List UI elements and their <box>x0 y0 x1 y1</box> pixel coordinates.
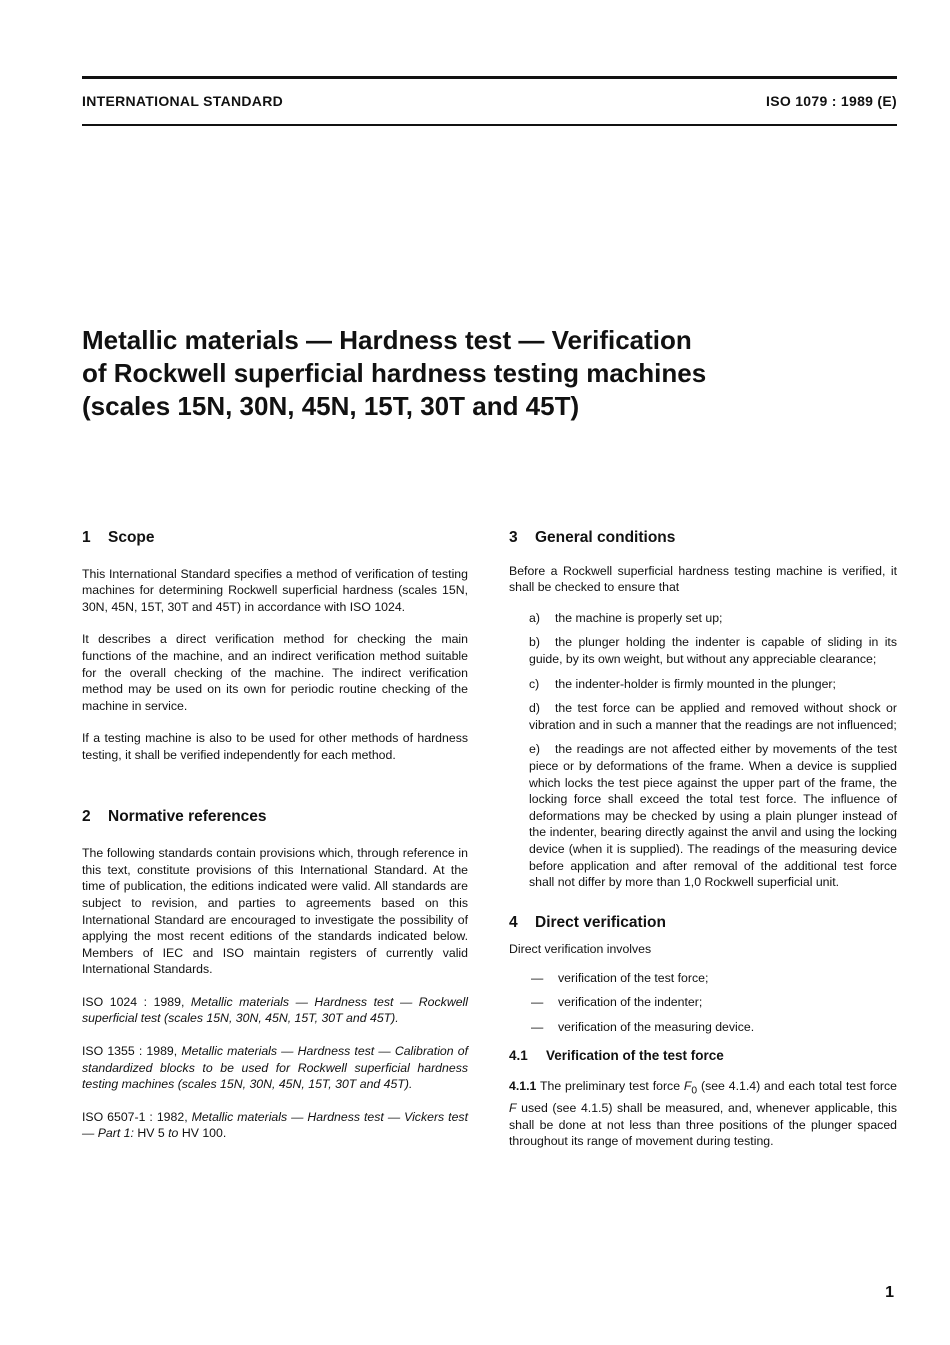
list-item: d) the test force can be applied and removed without shock or vibration and in such a manner that the readings are not influenced; <box>529 701 897 732</box>
list-item: a) the machine is properly set up; <box>529 610 723 625</box>
title-line-2: of Rockwell superficial hardness testing machines <box>82 358 707 388</box>
paragraph: 4.1.1 The preliminary test force $F_0$ (see 4.1.4) and each total test force F used (see 4.1.5) shall be measured, and, whenever applicable, this shall be done at not less than three positions of the plunger spaced throughout its range of movement during testing. <box>509 1079 898 1149</box>
header-document-type: INTERNATIONAL STANDARD <box>82 93 284 109</box>
list-item: e) the readings are not affected either by movements of the test piece or by deformations of the frame. When a device is supplied which locks the test piece against the upper part of the frame, the locking force shall exceed the total test force. The influence of deformations may be checked by using a plain plunger instead of the indenter, bearing directly against the anvil and using the locking device (when it is supplied). The readings of the measuring device before application and after removal of the additional test force shall not differ by more than 1,0 Rockwell superficial unit. <box>529 742 897 890</box>
list-item: b) the plunger holding the indenter is capable of sliding in its guide, by its own weight, but without any appreciable clearance; <box>529 635 897 666</box>
paragraph: If a testing machine is also to be used for other methods of hardness testing, it shall be verified independently for each method. <box>82 731 468 762</box>
verification-list <box>509 970 897 1036</box>
list-item: — verification of the indenter; <box>531 995 703 1010</box>
reference-item: ISO 1024 : 1989, Metallic materials — Hardness test — Rockwell superficial test (scales 15N, 30N, 45N, 15T, 30T and 45T). <box>82 994 468 1026</box>
section-normative-references <box>82 809 468 1143</box>
title-line-1: Metallic materials — Hardness test — Verification <box>82 325 692 355</box>
page-number: 1 <box>885 1284 894 1301</box>
header-document-number: ISO 1079 : 1989 (E) <box>766 93 897 109</box>
reference-item: ISO 1355 : 1989, Metallic materials — Hardness test — Calibration of standardized blocks to be used for Rockwell superficial hardness testing machines (scales 15N, 30N, 45N, 15T, 30T and 45T). <box>82 1044 469 1092</box>
left-column <box>82 530 468 1142</box>
paragraph: Direct verification involves <box>509 942 652 957</box>
header-bottom-rule <box>82 124 897 126</box>
section-general-conditions <box>509 530 897 891</box>
header-top-rule <box>82 76 897 79</box>
section-direct-verification <box>509 915 897 1150</box>
section-heading: 3 General conditions <box>509 529 676 546</box>
list-item: — verification of the test force; <box>531 970 709 985</box>
paragraph: The following standards contain provisions which, through reference in this text, constitute provisions of this International Standard. At the time of publication, the editions indicated were valid. All standards are subject to revision, and parties to agreements based on this International Standard are encouraged to investigate the possibility of applying the most recent editions of the standards indicated below. Members of IEC and ISO maintain registers of currently valid International Standards. <box>82 846 468 977</box>
conditions-list <box>509 610 897 891</box>
paragraph: This International Standard specifies a method of verification of testing machines for determining Rockwell superficial hardness (scales 15N, 30N, 45N, 15T, 30T and 45T) in accordance with ISO 1024. <box>82 566 468 614</box>
subsection-heading: 4.1 Verification of the test force <box>509 1047 724 1063</box>
section-heading: 2 Normative references <box>82 807 267 825</box>
list-item: c) the indenter-holder is firmly mounted in the plunger; <box>529 676 836 691</box>
paragraph: It describes a direct verification method for checking the main functions of the machine, and an indirect verification method suitable for the overall checking of the machine. The indirect verification method may be used on its own for periodic routine checking of the machine in service. <box>82 632 468 713</box>
paragraph: Before a Rockwell superficial hardness testing machine is verified, it shall be checked to ensure that <box>509 563 897 595</box>
reference-item: ISO 6507-1 : 1982, Metallic materials — Hardness test — Vickers test — Part 1: HV 5 to HV 100. <box>82 1109 468 1141</box>
right-column <box>509 530 897 1150</box>
document-title <box>82 324 862 423</box>
section-scope <box>82 530 468 764</box>
section-heading: 1 Scope <box>82 529 155 546</box>
section-heading: 4 Direct verification <box>509 913 666 931</box>
list-item: — verification of the measuring device. <box>531 1020 755 1035</box>
title-line-3: (scales 15N, 30N, 45N, 15T, 30T and 45T) <box>82 391 580 421</box>
